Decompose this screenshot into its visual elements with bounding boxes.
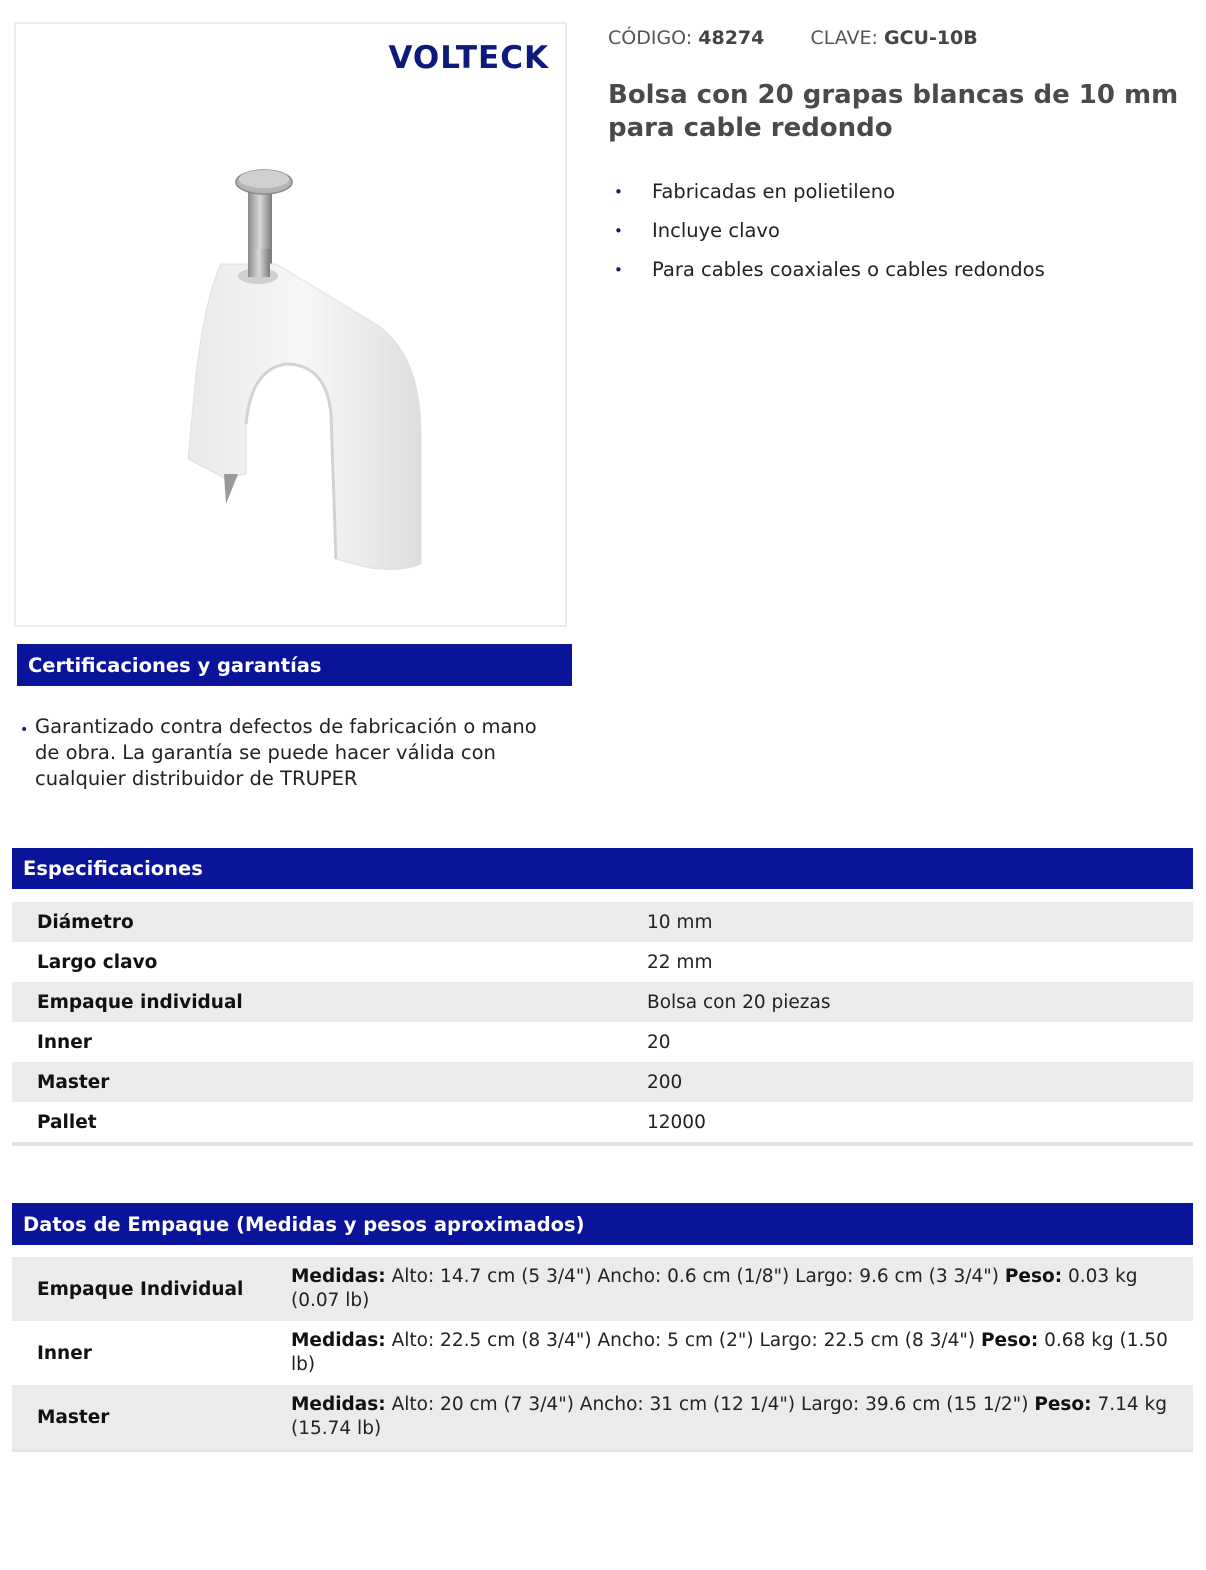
- spec-row: Inner 20: [37, 1031, 671, 1053]
- spec-row: Largo clavo 22 mm: [37, 951, 713, 973]
- specifications-heading: Especificaciones: [12, 848, 1193, 889]
- packaging-row: Master Medidas: Alto: 20 cm (7 3/4") Ancho: 31 cm (12 1/4") Largo: 39.6 cm (15 1/2") Peso: 7.14 kg (15.74 lb): [12, 1385, 1193, 1449]
- bullet-icon: •: [20, 722, 29, 738]
- table-divider: [12, 1449, 1193, 1452]
- packaging-table: [12, 1257, 1193, 1452]
- table-divider: [12, 1142, 1193, 1146]
- spec-row: Pallet 12000: [37, 1111, 706, 1133]
- bullet-icon: •: [614, 222, 623, 240]
- warranty-item: [20, 714, 560, 792]
- product-title: Bolsa con 20 grapas blancas de 10 mm para cable redondo: [608, 80, 1179, 143]
- product-image-frame: [14, 22, 567, 627]
- packaging-heading: Datos de Empaque (Medidas y pesos aproximados): [12, 1203, 1193, 1245]
- brand-logo: VOLTECK: [388, 40, 549, 76]
- code-value: 48274: [698, 27, 765, 49]
- spec-row: Diámetro 10 mm: [12, 902, 1193, 942]
- feature-item: • Fabricadas en polietileno: [608, 180, 1045, 219]
- spec-row: Master 200: [12, 1062, 1193, 1102]
- warranty-text: Garantizado contra defectos de fabricación o mano de obra. La garantía se puede hacer válida con cualquier distribuidor de TRUPER: [35, 715, 537, 790]
- bullet-icon: •: [614, 261, 623, 279]
- specifications-table: [12, 902, 1193, 1146]
- bullet-icon: •: [614, 183, 623, 201]
- feature-list: [608, 180, 1045, 297]
- spec-row: Empaque individual Bolsa con 20 piezas: [12, 982, 1193, 1022]
- feature-item: • Incluye clavo: [608, 219, 1045, 258]
- code-label: CÓDIGO:: [608, 27, 693, 49]
- certifications-heading: Certificaciones y garantías: [17, 644, 572, 686]
- key-label: CLAVE:: [810, 27, 878, 49]
- product-codes: [608, 27, 978, 49]
- key-value: GCU-10B: [883, 27, 978, 49]
- packaging-row: Empaque Individual Medidas: Alto: 14.7 cm (5 3/4") Ancho: 0.6 cm (1/8") Largo: 9.6 cm (3 3/4") Peso: 0.03 kg (0.07 lb): [12, 1257, 1193, 1321]
- feature-item: • Para cables coaxiales o cables redondos: [608, 258, 1045, 297]
- packaging-row: Inner Medidas: Alto: 22.5 cm (8 3/4") Ancho: 5 cm (2") Largo: 22.5 cm (8 3/4") Peso: 0.68 kg (1.50 lb): [37, 1330, 1168, 1375]
- cable-clip-image: [166, 154, 426, 574]
